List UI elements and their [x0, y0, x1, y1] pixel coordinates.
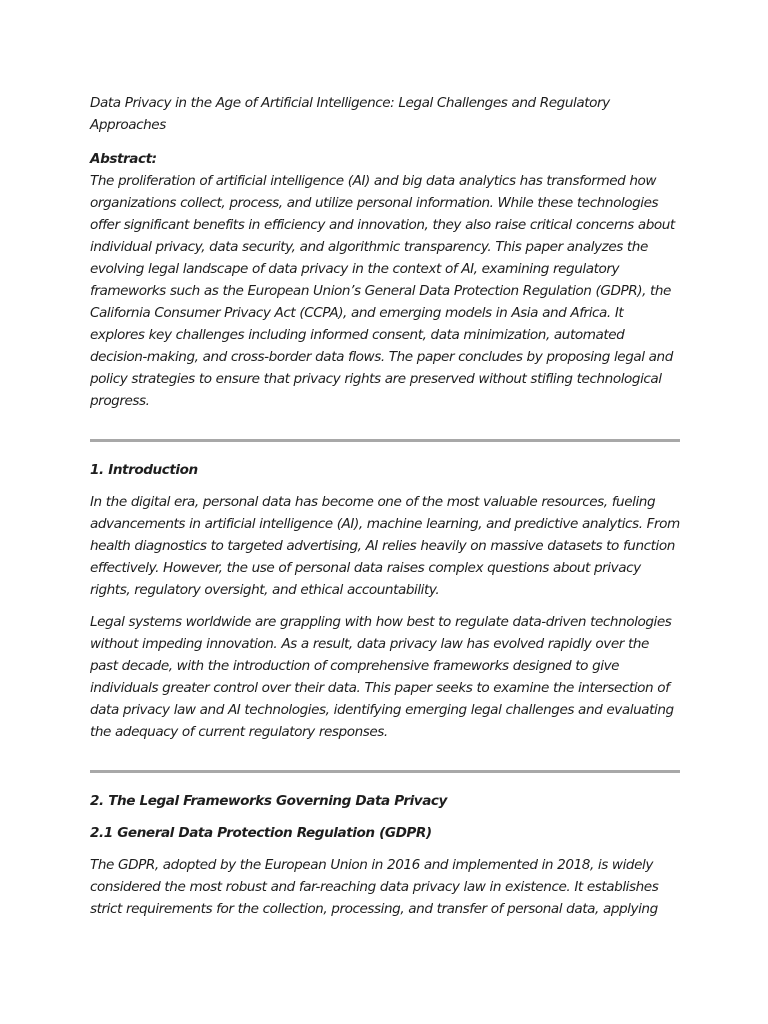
intro-paragraph: In the digital era, personal data has become one of the most valuable resources, fueling advancements in artificial intelligence (AI), machine learning, and predictive analytics. From health diagnostics to targeted advertising, AI relies heavily on massive datasets to function effectively. However, the use of personal data raises complex questions about privacy rights, regulatory oversight, and ethical accountability. [90, 494, 680, 598]
section-heading-legal-frameworks: 2. The Legal Frameworks Governing Data Privacy [90, 793, 447, 809]
section-heading-introduction: 1. Introduction [90, 462, 198, 478]
intro-paragraph: Legal systems worldwide are grappling with how best to regulate data-driven technologies without impeding innovation. As a result, data privacy law has evolved rapidly over the past decade, with the introduction of comprehensive frameworks designed to give individuals greater control over their data. This paper seeks to examine the intersection of data privacy law and AI technologies, identifying emerging legal challenges and evaluating the adequacy of current regulatory responses. [90, 614, 674, 740]
subsection-heading-gdpr: 2.1 General Data Protection Regulation (GDPR) [90, 825, 432, 841]
abstract-heading: Abstract: [90, 151, 157, 167]
section-divider [90, 439, 680, 442]
gdpr-paragraph: The GDPR, adopted by the European Union in 2016 and implemented in 2018, is widely considered the most robust and far-reaching data privacy law in existence. It establishes strict requirements for the collection, processing, and transfer of personal data, applying [90, 857, 659, 917]
section-divider [90, 770, 680, 773]
document-title: Data Privacy in the Age of Artificial Intelligence: Legal Challenges and Regulatory Approaches [90, 95, 610, 133]
abstract-text: The proliferation of artificial intelligence (AI) and big data analytics has transformed how organizations collect, process, and utilize personal information. While these technologies offer significant benefits in efficiency and innovation, they also raise critical concerns about individual privacy, data security, and algorithmic transparency. This paper analyzes the evolving legal landscape of data privacy in the context of AI, examining regulatory frameworks such as the European Union’s General Data Protection Regulation (GDPR), the California Consumer Privacy Act (CCPA), and emerging models in Asia and Africa. It explores key challenges including informed consent, data minimization, automated decision-making, and cross-border data flows. The paper concludes by proposing legal and policy strategies to ensure that privacy rights are preserved without stifling technological progress. [90, 173, 675, 409]
document-page [90, 90, 680, 920]
